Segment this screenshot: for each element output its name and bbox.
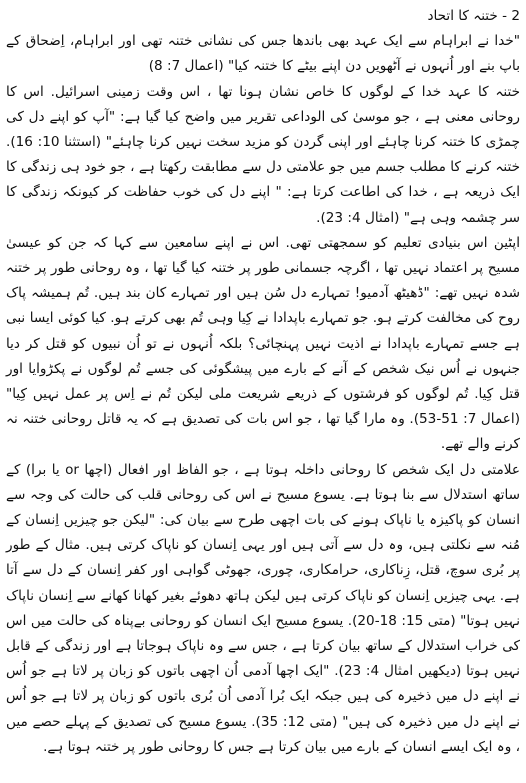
section-heading bbox=[6, 4, 520, 29]
paragraph-text: اپٹین اس بنیادی تعلیم کو سمجھتی تھی. اس نے اپنے سامعین سے کہا کہ جن کو عیسیٰ مسیح پر اعتماد نہیں تھا ، اگرچہ جسمانی طور پر ختنہ کیا گیا تھا ، وہ روحانی طور پر ختنہ شدہ نہیں تھے: "ڈھیٹھ آدمیو! تمہارے دل سُن ہیں اور تمہارے کان بند ہیں. تُم ہمیشہ پاک روح کی مخالفت کرتے ہو. جو تمہارے باپدادا نے کِیا وہی تُم بھی کرتے ہو. کیا کوئی ایسا نبی ہے جسے تمہارے باپدادا نے اذیت نہیں پہنچائی؟ بلکہ اُنہوں نے تو اُن نبیوں کو قتل کر دیا جنہوں نے اُس نیک شخص کے آنے کے بارے میں پیشگوئی کی جسے تُم لوگوں نے پکڑوایا اور قتل کِیا. تُم لوگوں کو فرشتوں کے ذریعے شریعت ملی لیکن تُم نے اِس پر عمل نہیں کِیا" (اعمال 7: 51-53). وہ مارا گیا تھا ، جو اس بات کی تصدیق ہے کہ یہ قاتل روحانی ختنہ نہ کرنے والے تھے. bbox=[1, 234, 520, 453]
paragraph-circumcision-meaning bbox=[1, 80, 520, 231]
paragraph-abraham-covenant bbox=[1, 29, 520, 79]
paragraph-symbolic-heart bbox=[1, 458, 520, 760]
paragraph-stephen-speech bbox=[1, 231, 520, 458]
paragraph-text: ختنہ کا عہد خدا کے لوگوں کا خاص نشان ہونا تھا ، اس وقت زمینی اسرائیل. اس کا روحانی معنی ہے ، جو موسیٰ کی الوداعی تقریر میں واضح کیا گیا ہے: "آپ کو اپنے دل کی چمڑی کا ختنہ کرنا چاہئے اور اپنی گردن کو مزید سخت نہیں کرنا چاہئے" (استثنا 10: 16). ختنہ کرنے کا مطلب جسم میں جو علامتی دل سے مطابقت رکھتا ہے ، جو خود ہی زندگی کا ایک ذریعہ ہے ، خدا کی اطاعت کرتا ہے: " اپنے دل کی خوب حفاظت کر کیونکہ زندگی کا سر چشمہ وہی ہے" (امثال 4: 23). bbox=[1, 83, 520, 226]
paragraph-text: علامتی دل ایک شخص کا روحانی داخلہ ہوتا ہے ، جو الفاظ اور افعال (اچھا or یا برا) کے ساتھ استدلال سے بنا ہوتا ہے. یسوع مسیح نے اس کی روحانی قلب کی حالت کی وجہ سے انسان کو پاکیزہ یا ناپاک ہونے کی بات اچھی طرح سے بیان کی: "لیکن جو چیزیں اِنسان کے مُنہ سے نکلتی ہیں، وہ دل سے آتی ہیں اور یہی اِنسان کو ناپاک کرتی ہیں. مثال کے طور پر بُری سوچ، قتل، زِناکاری، حرامکاری، چوری، جھوٹی گواہی اور کفر اِنسان کے دل سے آتا ہے. یہی چیزیں اِنسان کو ناپاک کرتی ہیں لیکن ہاتھ دھوئے بغیر کھانا کھانے سے اِنسان ناپاک نہیں ہوتا" (متی 15: 18-20). یسوع مسیح ایک انسان کو روحانی بےپناہ کی حالت میں اس کی خراب استدلال کے ساتھ بیان کرتا ہے ، جس سے وہ ناپاک ہوجاتا ہے اور زندگی کے قابل نہیں ہوتا (دیکھیں امثال 4: 23). "ایک اچھا آدمی اُن اچھی باتوں کو زبان پر لاتا ہے جو اُس نے اپنے دل میں ذخیرہ کی ہیں جبکہ ایک بُرا آدمی اُن بُری باتوں کو زبان پر لاتا ہے جو اُس نے اپنے دل میں ذخیرہ کی ہیں" (متی 12: 35). یسوع مسیح کی تصدیق کے پہلے حصے میں ، وہ ایک ایسے انسان کے بارے میں بیان کرتا ہے جس کا روحانی طور پر ختنہ ہوتا ہے. bbox=[1, 461, 520, 755]
paragraph-text: "خدا نے ابراہام سے ایک عہد بھی باندھا جس کی نشانی ختنہ تھی اور ابراہام، اِضحاق کے باپ بنے اور اُنہوں نے آٹھویں دن اپنے بیٹے کا ختنہ کیا" (اعمال 7: 8) bbox=[1, 33, 520, 75]
section-heading-text: 2 - ختنہ کا اتحاد bbox=[427, 8, 520, 24]
